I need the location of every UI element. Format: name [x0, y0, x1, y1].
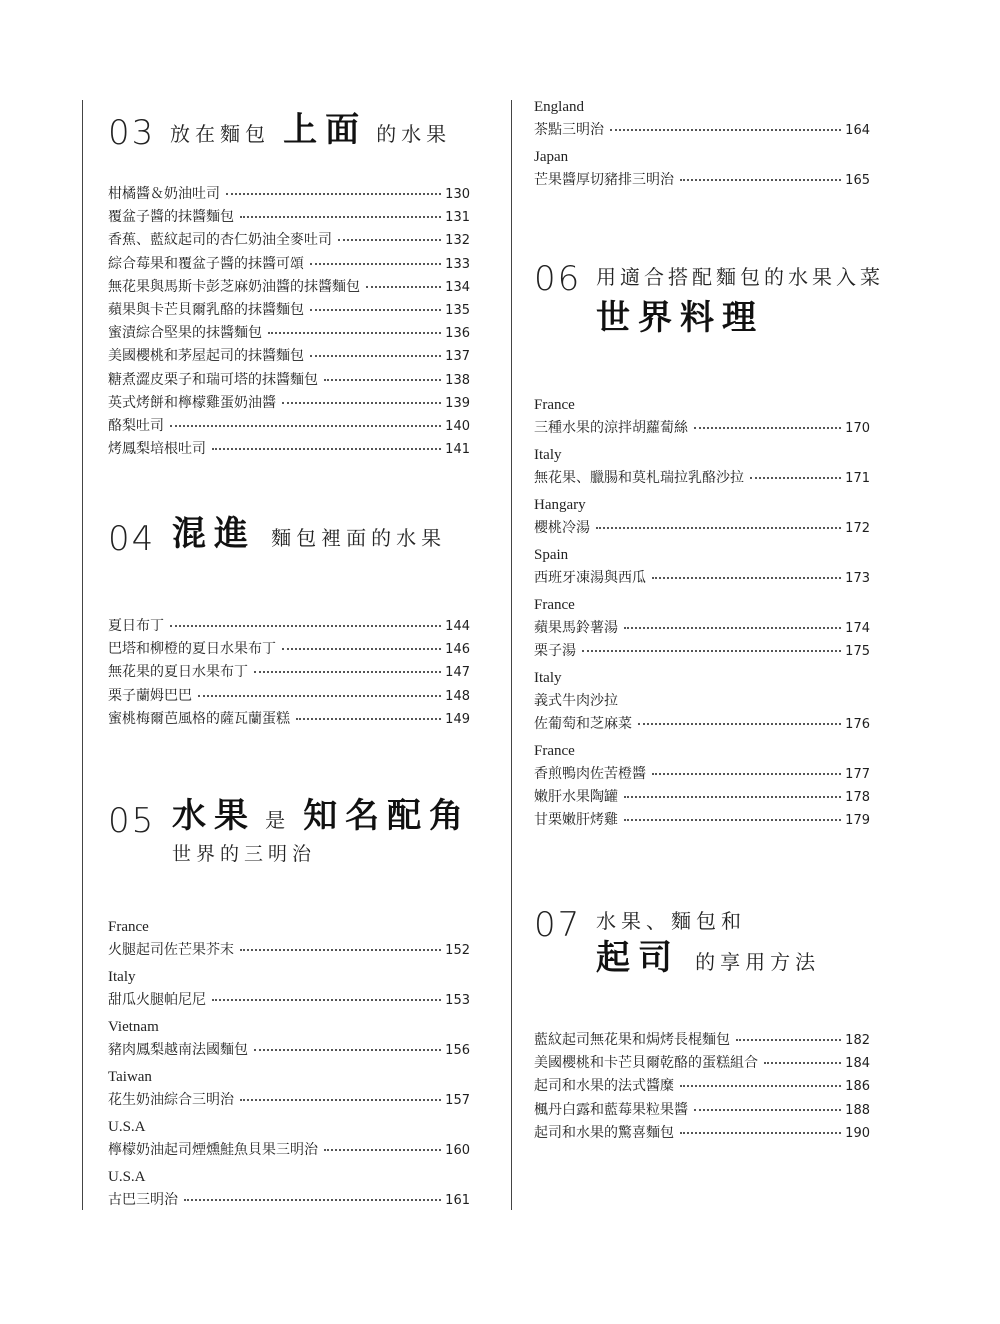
- toc-entry-page: 134: [445, 279, 470, 295]
- toc-entry: [534, 715, 870, 734]
- toc-entry: [534, 765, 870, 784]
- toc-entry-page: 165: [845, 173, 870, 188]
- toc-entry-page: 149: [445, 711, 470, 727]
- country-label: Vietnam: [108, 1019, 159, 1035]
- toc-entry-title: 綜合莓果和覆盆子醬的抹醬可頌: [108, 255, 304, 272]
- toc-entry-page: 188: [845, 1102, 870, 1118]
- toc-entry-title: 起司和水果的法式醬糜: [534, 1078, 674, 1095]
- section-03-number: 03: [108, 113, 156, 153]
- toc-entry-page: 144: [445, 619, 470, 634]
- toc-entry-page: 177: [845, 767, 870, 782]
- toc-entry-page: 172: [845, 521, 870, 536]
- toc-entry-title: 香蕉、藍紋起司的杏仁奶油全麥吐司: [108, 232, 332, 249]
- toc-entry-page: 138: [445, 372, 470, 388]
- toc-entry-title: 嫩肝水果陶罐: [534, 789, 618, 805]
- toc-leader-dots: [624, 796, 841, 798]
- toc-entry-page: 152: [445, 943, 470, 958]
- section-05-title-big2: 知名配角: [303, 796, 472, 836]
- country-label: France: [108, 919, 149, 935]
- toc-leader-dots: [694, 427, 841, 429]
- toc-entry-title: 火腿起司佐芒果芥末: [108, 942, 234, 958]
- toc-entry-title: 佐葡萄和芝麻菜: [534, 716, 632, 732]
- section-07-title-line1: 水果、麵包和: [596, 909, 746, 933]
- toc-entry-page: 131: [445, 210, 470, 226]
- toc-entry-title: 古巴三明治: [108, 1192, 178, 1208]
- section-03-title-big: 上面: [283, 110, 368, 150]
- toc-entry-title: 蘋果與卡芒貝爾乳酪的抹醬麵包: [108, 302, 304, 318]
- section-03-title-pre: 放在麵包: [170, 122, 270, 146]
- section-04-title-post: 麵包裡面的水果: [271, 526, 447, 550]
- section-07-title-line2: [596, 940, 820, 977]
- country-label: Spain: [534, 547, 569, 563]
- toc-entry-page: 178: [845, 790, 870, 805]
- toc-entry-title: 酪梨吐司: [108, 418, 164, 434]
- toc-entry-title: 覆盆子醬的抹醬麵包: [108, 209, 234, 226]
- toc-entry-page: 190: [845, 1125, 870, 1141]
- toc-entry-title: 蜜漬綜合堅果的抹醬麵包: [108, 325, 262, 342]
- toc-entry: [534, 569, 870, 588]
- toc-entry-page: 148: [445, 688, 470, 704]
- country-label: England: [534, 99, 584, 115]
- toc-entry: [534, 469, 870, 488]
- toc-entry-page: 136: [445, 326, 470, 342]
- toc-entry: [534, 519, 870, 538]
- section-05-title-mid: 是: [265, 808, 291, 832]
- toc-entry-page: 160: [445, 1143, 470, 1158]
- toc-leader-dots: [652, 773, 841, 775]
- toc-entry: [534, 811, 870, 830]
- toc-entry-page: 171: [845, 471, 870, 486]
- section-07-title-post: 的享用方法: [695, 950, 821, 974]
- toc-entry-title: 栗子湯: [534, 643, 576, 659]
- toc-entry-title: 三種水果的涼拌胡蘿蔔絲: [534, 420, 688, 436]
- toc-leader-dots: [680, 1085, 841, 1087]
- toc-entry-page: 140: [445, 419, 470, 434]
- section-06-number: 06: [534, 259, 582, 299]
- toc-leader-dots: [680, 1132, 841, 1134]
- country-label: Hangary: [534, 497, 586, 513]
- toc-entry-title: 西班牙凍湯與西瓜: [534, 570, 646, 586]
- section-05-number: 05: [108, 801, 156, 841]
- toc-entry-title: 起司和水果的驚喜麵包: [534, 1124, 674, 1141]
- toc-entry-title: 美國櫻桃和卡芒貝爾乾酪的蛋糕組合: [534, 1055, 758, 1072]
- toc-entry: [534, 788, 870, 807]
- toc-entry: [534, 642, 870, 661]
- toc-entry-title: 無花果、臘腸和莫札瑞拉乳酪沙拉: [534, 470, 744, 486]
- toc-entry-page: 137: [445, 349, 470, 365]
- toc-entry: [534, 1124, 870, 1143]
- toc-entry-title: 櫻桃冷湯: [534, 520, 590, 536]
- toc-entry-page: 156: [445, 1043, 470, 1058]
- toc-entry-page: 141: [445, 442, 470, 458]
- toc-entry: [534, 419, 870, 438]
- toc-leader-dots: [596, 527, 841, 529]
- toc-entry-title: 無花果與馬斯卡彭芝麻奶油醬的抹醬麵包: [108, 278, 360, 295]
- toc-entry-title: 蘋果馬鈴薯湯: [534, 620, 618, 636]
- toc-entry-title: 栗子蘭姆巴巴: [108, 687, 192, 704]
- section-05-subtitle: 世界的三明治: [172, 843, 317, 865]
- toc-entry-title: 楓丹白露和藍莓果粒果醬: [534, 1101, 688, 1118]
- toc-entry-title: 檸檬奶油起司煙燻鮭魚貝果三明治: [108, 1142, 318, 1158]
- section-07-number: 07: [534, 905, 582, 945]
- toc-entry-title: 義式牛肉沙拉: [534, 693, 618, 709]
- toc-leader-dots: [764, 1062, 841, 1064]
- country-label: France: [534, 597, 575, 613]
- toc-entry-title: 無花果的夏日水果布丁: [108, 664, 248, 681]
- section-07-title-big: 起司: [596, 938, 680, 978]
- toc-entry-title: 豬肉鳳梨越南法國麵包: [108, 1042, 248, 1058]
- country-label: Italy: [534, 670, 562, 686]
- section-03-title-post: 的水果: [376, 122, 452, 146]
- country-label: Taiwan: [108, 1069, 152, 1085]
- toc-entry-title: 柑橘醬＆奶油吐司: [108, 186, 220, 202]
- toc-entry-page: 133: [445, 256, 470, 272]
- toc-entry-title: 香煎鴨肉佐苦橙醬: [534, 766, 646, 782]
- toc-entry-page: 164: [845, 123, 870, 138]
- toc-entry-title: 藍紋起司無花果和焗烤長棍麵包: [534, 1032, 730, 1048]
- toc-entry-page: 175: [845, 644, 870, 659]
- toc-entry: [534, 692, 870, 710]
- toc-entry-title: 烤鳳梨培根吐司: [108, 441, 206, 458]
- country-label: U.S.A: [108, 1169, 146, 1185]
- toc-entry: [534, 1031, 870, 1050]
- toc-entry-page: 135: [445, 303, 470, 318]
- country-label: Japan: [534, 149, 569, 165]
- toc-entry-page: 179: [845, 813, 870, 828]
- toc-entry-page: 153: [445, 993, 470, 1008]
- toc-leader-dots: [624, 819, 841, 821]
- toc-entry-page: 173: [845, 571, 870, 586]
- toc-entry: [534, 1054, 870, 1073]
- toc-entry-page: 184: [845, 1056, 870, 1072]
- toc-leader-dots: [582, 650, 841, 652]
- toc-entry-page: 146: [445, 642, 470, 658]
- toc-entry-page: 132: [445, 233, 470, 249]
- toc-entry-title: 夏日布丁: [108, 618, 164, 634]
- toc-entry-title: 茶點三明治: [534, 122, 604, 138]
- country-label: France: [534, 743, 575, 759]
- section-07-header: [534, 904, 934, 988]
- toc-entry-title: 美國櫻桃和茅屋起司的抹醬麵包: [108, 348, 304, 365]
- toc-leader-dots: [694, 1109, 841, 1111]
- toc-entry-title: 蜜桃梅爾芭風格的薩瓦蘭蛋糕: [108, 710, 290, 727]
- toc-entry-page: 176: [845, 717, 870, 732]
- toc-entry: [534, 1077, 870, 1096]
- toc-entry-page: 157: [445, 1093, 470, 1108]
- toc-entry-page: 139: [445, 395, 470, 411]
- toc-entry-title: 巴塔和柳橙的夏日水果布丁: [108, 641, 276, 658]
- toc-entry-title: 花生奶油綜合三明治: [108, 1092, 234, 1108]
- country-label: France: [534, 397, 575, 413]
- section-06-title-big: 世界料理: [596, 298, 764, 338]
- toc-entry-title: 糖煮澀皮栗子和瑞可塔的抹醬麵包: [108, 371, 318, 388]
- toc-entry-title: 甘栗嫩肝烤雞: [534, 812, 618, 828]
- toc-leader-dots: [750, 477, 841, 479]
- section-04-title-big: 混進: [172, 514, 256, 554]
- toc-leader-dots: [638, 723, 841, 725]
- toc-entry-title: 甜瓜火腿帕尼尼: [108, 992, 206, 1008]
- toc-entry-title: 英式烤餅和檸檬雞蛋奶油醬: [108, 394, 276, 411]
- toc-entry-page: 147: [445, 665, 470, 681]
- toc-leader-dots: [652, 577, 841, 579]
- country-label: Italy: [108, 969, 136, 985]
- country-label: Italy: [534, 447, 562, 463]
- toc-entry-page: 174: [845, 621, 870, 636]
- section-06-title-line1: 用適合搭配麵包的水果入菜: [596, 265, 884, 289]
- toc-entry: [534, 1101, 870, 1120]
- toc-leader-dots: [736, 1039, 841, 1041]
- toc-entry: [534, 619, 870, 638]
- toc-entry-page: 182: [845, 1033, 870, 1048]
- toc-entry-title: 芒果醬厚切豬排三明治: [534, 172, 674, 188]
- toc-leader-dots: [624, 627, 841, 629]
- country-label: U.S.A: [108, 1119, 146, 1135]
- toc-entry-page: 170: [845, 421, 870, 436]
- section-04-number: 04: [108, 519, 156, 559]
- section-06-header: [534, 258, 934, 342]
- toc-entry-page: 130: [445, 187, 470, 202]
- toc-entry-page: 161: [445, 1193, 470, 1208]
- section-05-title-big1: 水果: [172, 796, 256, 836]
- toc-entry-page: 186: [845, 1079, 870, 1095]
